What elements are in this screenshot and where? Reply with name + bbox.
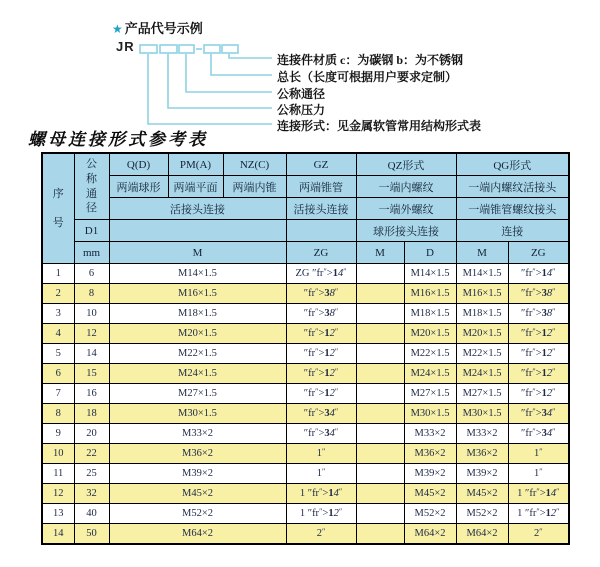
cell-qg_m: M27×1.5 (456, 384, 508, 404)
header-union-connection: 活接头连接 (109, 198, 286, 220)
table-row (42, 484, 569, 504)
header-col-qg: QG形式 (456, 153, 569, 176)
cell-mm: 40 (74, 504, 109, 524)
cell-qg_zg: ″fr″>12″ (508, 344, 569, 364)
header-col-q: Q(D) (109, 153, 168, 176)
cell-qg_m: M45×2 (456, 484, 508, 504)
table-row (42, 284, 569, 304)
code-label-length: 总长（长度可根据用户要求定制） (277, 70, 458, 84)
cell-m: M24×1.5 (109, 364, 286, 384)
cell-qz_m (356, 524, 404, 545)
cell-qg_m: M64×2 (456, 524, 508, 545)
header-gz-connection: 活接头连接 (286, 198, 356, 220)
cell-qg_zg: 2″ (508, 524, 569, 545)
header-qz-desc2: 一端外螺纹 (356, 198, 456, 220)
cell-no: 2 (42, 284, 74, 304)
header-qz-d: D (404, 242, 456, 264)
cell-qz_m (356, 424, 404, 444)
header-q-desc: 两端球形 (109, 176, 168, 198)
cell-qz_m (356, 404, 404, 424)
cell-qz_d: M30×1.5 (404, 404, 456, 424)
cell-no: 6 (42, 364, 74, 384)
cell-mm: 18 (74, 404, 109, 424)
cell-qg_zg: ″fr″>12″ (508, 384, 569, 404)
cell-no: 1 (42, 264, 74, 284)
table-row (42, 424, 569, 444)
cell-m: M39×2 (109, 464, 286, 484)
header-gz-desc: 两端锥管 (286, 176, 356, 198)
cell-qz_m (356, 304, 404, 324)
cell-qg_zg: 1″ (508, 464, 569, 484)
table-row (42, 504, 569, 524)
cell-zg: ″fr″>34″ (286, 424, 356, 444)
cell-zg: ″fr″>12″ (286, 364, 356, 384)
table-row (42, 324, 569, 344)
header-col-nz: NZ(C) (223, 153, 286, 176)
table-row (42, 524, 569, 545)
cell-qg_m: M39×2 (456, 464, 508, 484)
cell-no: 3 (42, 304, 74, 324)
cell-zg: 1″ (286, 444, 356, 464)
reference-table (41, 152, 570, 545)
cell-qg_m: M22×1.5 (456, 344, 508, 364)
star-icon: ★ (112, 22, 123, 36)
header-pm-desc: 两端平面 (168, 176, 223, 198)
cell-qz_m (356, 444, 404, 464)
cell-m: M30×1.5 (109, 404, 286, 424)
cell-m: M33×2 (109, 424, 286, 444)
header-qg-zg: ZG (508, 242, 569, 264)
table-header (42, 153, 569, 264)
cell-no: 4 (42, 324, 74, 344)
header-mm: mm (74, 242, 109, 264)
cell-qg_m: M33×2 (456, 424, 508, 444)
header-zg: ZG (286, 242, 356, 264)
cell-qg_m: M14×1.5 (456, 264, 508, 284)
cell-mm: 6 (74, 264, 109, 284)
cell-qg_zg: ″fr″>34″ (508, 404, 569, 424)
cell-qg_zg: ″fr″>38″ (508, 304, 569, 324)
cell-no: 10 (42, 444, 74, 464)
cell-zg: ″fr″>12″ (286, 344, 356, 364)
code-label-pressure: 公称压力 (277, 103, 326, 117)
cell-no: 13 (42, 504, 74, 524)
cell-m: M27×1.5 (109, 384, 286, 404)
cell-zg: ″fr″>12″ (286, 384, 356, 404)
cell-qg_zg: 1 ″fr″>12″ (508, 504, 569, 524)
cell-zg: ″fr″>38″ (286, 304, 356, 324)
cell-qg_zg: ″fr″>38″ (508, 284, 569, 304)
table-row (42, 464, 569, 484)
cell-m: M16×1.5 (109, 284, 286, 304)
cell-qz_d: M16×1.5 (404, 284, 456, 304)
cell-qz_d: M33×2 (404, 424, 456, 444)
cell-mm: 50 (74, 524, 109, 545)
cell-qz_m (356, 344, 404, 364)
cell-zg: ″fr″>38″ (286, 284, 356, 304)
cell-zg: 1 ″fr″>14″ (286, 484, 356, 504)
header-qg-desc2: 一端锥管螺纹接头 (456, 198, 569, 220)
cell-zg: ″fr″>12″ (286, 324, 356, 344)
cell-qg_zg: ″fr″>12″ (508, 364, 569, 384)
cell-zg: 1″ (286, 464, 356, 484)
cell-zg: 2″ (286, 524, 356, 545)
cell-qz_d: M14×1.5 (404, 264, 456, 284)
header-seq: 序号 (42, 153, 74, 264)
cell-qz_d: M64×2 (404, 524, 456, 545)
header-col-gz: GZ (286, 153, 356, 176)
cell-m: M14×1.5 (109, 264, 286, 284)
table-row (42, 384, 569, 404)
header-nominal-diameter: 公称通径 (74, 153, 109, 220)
cell-mm: 14 (74, 344, 109, 364)
cell-qg_zg: ″fr″>12″ (508, 324, 569, 344)
cell-no: 5 (42, 344, 74, 364)
cell-mm: 8 (74, 284, 109, 304)
cell-qz_m (356, 504, 404, 524)
cell-no: 9 (42, 424, 74, 444)
table-row (42, 264, 569, 284)
header-qg-m: M (456, 242, 508, 264)
cell-qz_d: M39×2 (404, 464, 456, 484)
cell-qz_d: M20×1.5 (404, 324, 456, 344)
cell-qz_m (356, 484, 404, 504)
cell-m: M20×1.5 (109, 324, 286, 344)
cell-no: 11 (42, 464, 74, 484)
empty-cell (109, 220, 286, 242)
cell-mm: 16 (74, 384, 109, 404)
table-row (42, 344, 569, 364)
header-qz-connection: 球形接头连接 (356, 220, 456, 242)
cell-zg: 1 ″fr″>12″ (286, 504, 356, 524)
cell-mm: 10 (74, 304, 109, 324)
table-title: 螺母连接形式参考表 (28, 130, 208, 149)
cell-m: M52×2 (109, 504, 286, 524)
cell-no: 14 (42, 524, 74, 545)
code-label-material: 连接件材质 c：为碳钢 b：为不锈钢 (277, 53, 464, 67)
cell-mm: 25 (74, 464, 109, 484)
cell-qz_d: M27×1.5 (404, 384, 456, 404)
cell-mm: 15 (74, 364, 109, 384)
diagram-title-text: 产品代号示例 (124, 21, 203, 36)
cell-qg_m: M24×1.5 (456, 364, 508, 384)
table-body (42, 264, 569, 545)
cell-qg_m: M16×1.5 (456, 284, 508, 304)
header-col-pm: PM(A) (168, 153, 223, 176)
cell-m: M64×2 (109, 524, 286, 545)
header-qg-desc1: 一端内螺纹活接头 (456, 176, 569, 198)
code-label-connection: 连接形式：见金属软管常用结构形式表 (277, 119, 482, 133)
header-d1: D1 (74, 220, 109, 242)
cell-qz_d: M52×2 (404, 504, 456, 524)
cell-qz_m (356, 384, 404, 404)
cell-zg: ″fr″>34″ (286, 404, 356, 424)
cell-qg_zg: ″fr″>34″ (508, 424, 569, 444)
cell-qg_m: M20×1.5 (456, 324, 508, 344)
cell-m: M45×2 (109, 484, 286, 504)
cell-qz_d: M45×2 (404, 484, 456, 504)
cell-m: M36×2 (109, 444, 286, 464)
cell-qz_d: M24×1.5 (404, 364, 456, 384)
cell-qz_m (356, 464, 404, 484)
diagram-title (112, 18, 203, 37)
cell-qg_m: M30×1.5 (456, 404, 508, 424)
cell-qz_d: M22×1.5 (404, 344, 456, 364)
cell-qz_d: M18×1.5 (404, 304, 456, 324)
cell-qz_m (356, 284, 404, 304)
cell-mm: 20 (74, 424, 109, 444)
cell-zg: ZG ″fr″>14″ (286, 264, 356, 284)
header-col-qz: QZ形式 (356, 153, 456, 176)
cell-qg_m: M36×2 (456, 444, 508, 464)
cell-mm: 12 (74, 324, 109, 344)
cell-no: 8 (42, 404, 74, 424)
table-row (42, 444, 569, 464)
header-qg-connection: 连接 (456, 220, 569, 242)
table-row (42, 404, 569, 424)
cell-no: 7 (42, 384, 74, 404)
cell-m: M18×1.5 (109, 304, 286, 324)
cell-qz_d: M36×2 (404, 444, 456, 464)
cell-m: M22×1.5 (109, 344, 286, 364)
header-qz-desc1: 一端内螺纹 (356, 176, 456, 198)
cell-qg_m: M18×1.5 (456, 304, 508, 324)
cell-qz_m (356, 364, 404, 384)
table-row (42, 304, 569, 324)
cell-qz_m (356, 324, 404, 344)
header-nz-desc: 两端内锥 (223, 176, 286, 198)
empty-cell (286, 220, 356, 242)
cell-mm: 22 (74, 444, 109, 464)
cell-no: 12 (42, 484, 74, 504)
cell-mm: 32 (74, 484, 109, 504)
header-qz-m: M (356, 242, 404, 264)
cell-qg_zg: 1″ (508, 444, 569, 464)
header-m-wide: M (109, 242, 286, 264)
table-row (42, 364, 569, 384)
cell-qg_zg: ″fr″>14″ (508, 264, 569, 284)
code-prefix: JR (116, 39, 135, 54)
cell-qg_m: M52×2 (456, 504, 508, 524)
code-label-diameter: 公称通径 (277, 87, 326, 101)
cell-qz_m (356, 264, 404, 284)
cell-qg_zg: 1 ″fr″>14″ (508, 484, 569, 504)
